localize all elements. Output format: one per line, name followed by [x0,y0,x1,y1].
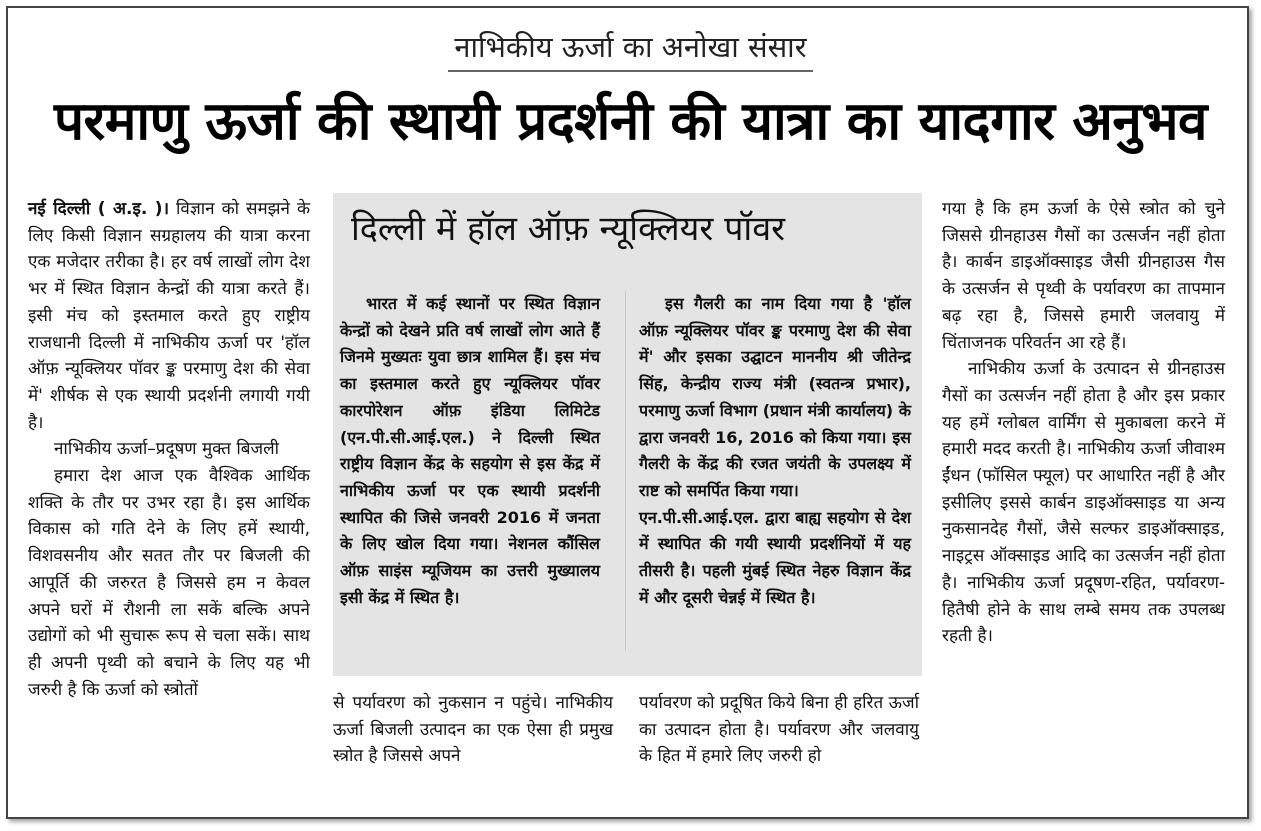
paragraph: से पर्यावरण को नुकसान न पहुंचे। नाभिकीय ऊर्जा बिजली उत्पादन का एक ऐसा ही प्रमुख स्त्रोत है जिससे अपने [333,693,613,767]
paragraph: इस गैलरी का नाम दिया गया है 'हॉल ऑफ़ न्यूक्लियर पॉवर ङ्क परमाणु देश की सेवा में' और इसका उद्घाटन माननीय श्री जीतेन्द्र सिंह, केन्द्रीय राज्य मंत्री (स्वतन्त्र प्रभार), परमाणु ऊर्जा विभाग (प्रधान मंत्री कार्यालय) के द्वारा जनवरी 16, 2016 को किया गया। इस गैलरी के केंद्र की रजत जयंती के उपलक्ष्य में राष्ट को समर्पित किया गया। [639,294,911,500]
paragraph: हमारा देश आज एक वैश्विक आर्थिक शक्ति के तौर पर उभर रहा है। इस आर्थिक विकास को गति देने के लिए हमें स्थायी, विशवसनीय और सतत तौर पर बिजली की आपूर्ति की जरुरत है जिससे हम न केवल अपने घरों में रौशनी ला सकें बल्कि अपने उद्योगों को भी सुचारू रूप से चला सकें। साथ ही अपनी पृथ्वी को बचाने के लिए यह भी जरुरी है कि ऊर्जा को स्त्रोतों [28,466,310,700]
sidebar-box [333,193,922,676]
paragraph: नाभिकीय ऊर्जा के उत्पादन से ग्रीनहाउस गैसों का उत्सर्जन नहीं होता है और इस प्रकार यह हमें ग्लोबल वार्मिंग से मुकाबला करने में हमारी मदद करती है। नाभिकीय ऊर्जा जीवाश्म ईंधन (फॉसिल फ्यूल) पर आधारित नहीं है और इसीलिए इससे कार्बन डाइऑक्साइड या अन्य नुकसानदेह गैसों, जैसे सल्फर डाइऑक्साइड, नाइट्रस ऑक्साइड आदि का उत्सर्जन नहीं होता है। नाभिकीय ऊर्जा प्रदूषण-रहित, पर्यावरण-हितैषी होने के साथ लम्बे समय तक उपलब्ध रहती है। [942,359,1225,647]
box-column-right [639,291,911,611]
kicker-text: नाभिकीय ऊर्जा का अनोखा संसार [448,28,812,72]
subheading: नाभिकीय ऊर्जा–प्रदूषण मुक्त बिजली [54,439,280,460]
box-column-left [340,291,600,611]
section-kicker [0,28,1261,72]
paragraph: गया है कि हम ऊर्जा के ऐसे स्त्रोत को चुने जिससे ग्रीनहाउस गैसों का उत्सर्जन नहीं होता है। कार्बन डाइऑक्साइड जैसी ग्रीनहाउस गैस के उत्सर्जन से पृथ्वी के पर्यावरण का तापमान बढ़ रहा है, जिससे हमारी जलवायु में चिंताजनक परिवर्तन आ रहे हैं। [942,199,1225,353]
paragraph: एन.पी.सी.आई.एल. द्वारा बाह्य सहयोग से देश में स्थापित की गयी स्थायी प्रदर्शनियों में यह तीसरी है। पहली मुंबई स्थित नेहरु विज्ञान केंद्र में और दूसरी चेन्नई में स्थित है। [639,507,911,607]
dateline: नई दिल्ली ( अ.इ. )। [28,199,170,219]
article-column-1 [28,196,310,703]
article-column-3-bottom [639,690,919,770]
box-title: दिल्ली में हॉल ऑफ़ न्यूक्लियर पॉवर [351,209,786,249]
lead-text: विज्ञान को समझने के लिए किसी विज्ञान सग्रहालय की यात्रा करना एक मजेदार तरीका है। हर वर्ष लाखों लोग देश भर में स्थित विज्ञान केन्द्रों की यात्रा करते हैं। इसी मंच को इस्तमाल करते हुए राष्ट्रीय राजधानी दिल्ली में नाभिकीय ऊर्जा पर 'हॉल ऑफ़ न्यूक्लियर पॉवर ङ्क परमाणु देश की सेवा में' शीर्षक से एक स्थायी प्रदर्शनी लगायी गयी है। [28,199,311,433]
headline: परमाणु ऊर्जा की स्थायी प्रदर्शनी की यात्रा का यादगार अनुभव [53,91,1208,152]
box-divider [625,291,626,651]
paragraph: पर्यावरण को प्रदूषित किये बिना ही हरित ऊर्जा का उत्पादन होता है। पर्यावरण और जलवायु के हित में हमारे लिए जरुरी हो [639,693,919,767]
article-column-2-bottom [333,690,613,770]
article-column-4 [942,196,1225,650]
paragraph [28,196,310,436]
paragraph: भारत में कई स्थानों पर स्थित विज्ञान केन्द्रों को देखने प्रति वर्ष लाखों लोग आते हैं जिनमे मुख्यतः युवा छात्र शामिल हैं। इस मंच का इस्तमाल करते हुए न्यूक्लियर पॉवर कारपोरेशन ऑफ़ इंडिया लिमिटेड (एन.पी.सी.आई.एल.) ने दिल्ली स्थित राष्ट्रीय विज्ञान केंद्र के सहयोग से इस केंद्र में नाभिकीय ऊर्जा पर एक स्थायी प्रदर्शनी स्थापित की जिसे जनवरी 2016 में जनता के लिए खोल दिया गया। नेशनल कौंसिल ऑफ़ साइंस म्यूजियम का उत्तरी मुख्यालय इसी केंद्र में स्थित है। [340,294,600,607]
